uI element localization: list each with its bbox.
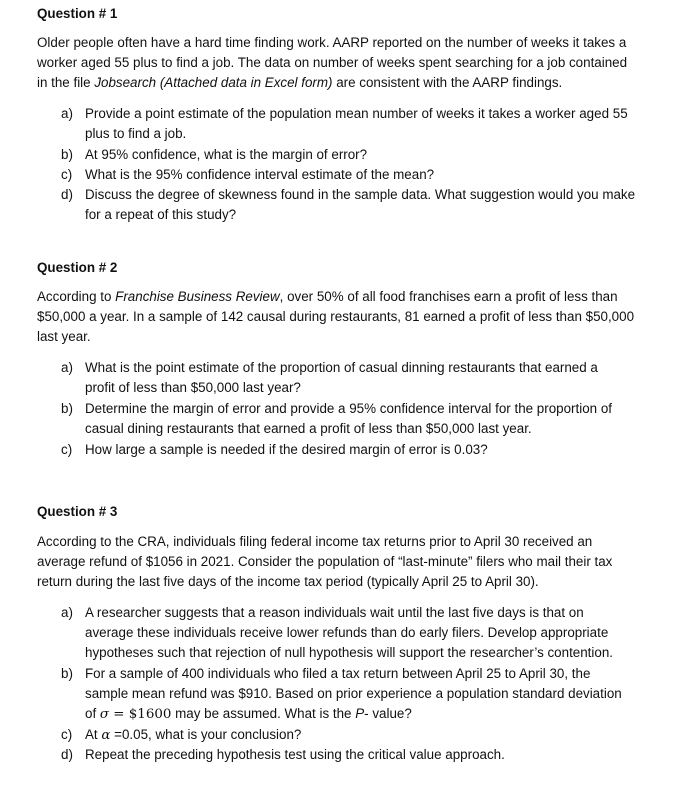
item-label: a) xyxy=(61,605,73,620)
sigma-value: = $1600 xyxy=(109,707,172,722)
q3-intro-line-2: average refund of $1056 in 2021. Consider the population of “last-minute” filers who mail their tax xyxy=(37,554,613,569)
question-1-title: Question # 1 xyxy=(37,6,118,21)
q3-intro-line-1: According to the CRA, individuals filing federal income tax returns prior to April 30 received an xyxy=(37,534,593,549)
sigma-symbol: σ xyxy=(99,707,110,722)
question-3-intro xyxy=(37,532,669,592)
item-label: a) xyxy=(61,106,73,121)
item-label: d) xyxy=(61,187,73,202)
q1-intro-line-3: in the file Jobsearch (Attached data in Excel form) are consistent with the AARP findings. xyxy=(37,75,563,90)
question-2-intro xyxy=(37,287,669,347)
document-page: Question # 1 Older people often have a hard time finding work. AARP reported on the number of weeks it takes a worker aged 55 plus to find a job. The data on number of weeks spent searching for a job contained in the file Jobsearch (Attached data in Excel form) are consistent with the AARP findings. a) Provide a point estimate of the population mean number of weeks it takes a worker aged 55 plus to find a job. b) At 95% confidence, what is the margin of error? c) What is the 95% confidence interval estimate of the mean? d) Discuss the degree of skewness found in the sample data. What suggestion would you make for a repeat of this study? Question # 2 According to Franchise Business Review, over 50% of all food franchises earn a profit of less than $50,000 a year. In a sample of 142 causal during restaurants, 81 earned a profit of less than $50,000 last year. a) What is the point estimate of the proportion of casual dinning restaurants that earned a profit of less than $50,000 last year? b) Determine the margin of error and provide a 95% confidence interval for the proportion of casual dining restaurants that earned a profit of less than $50,000 last year. c) How large a sample is needed if the desired margin of error is 0.03? Question # 3 According to the CRA, individuals filing federal income tax returns prior to April 30 received an average refund of $1056 in 2021. Consider the population of “last-minute” filers who mail their tax return during the last five days of the income tax period (typically April 25 to April 30). a) A researcher suggests that a reason individuals wait until the last five days is that on average these individuals receive lower refunds than do early filers. Develop appropriate hypotheses such that rejection of null hypothesis will support the researcher’s contention. b) For a sample of 400 individuals who filed a tax return between April 25 to April 30, the sample mean refund was $910. Based on prior experience a population standard deviation of σ = $1600 may be assumed. What is the P- value? c) At α =0.05, what is your conclusion? d) Repeat the preceding hypothesis test using the critical value approach. xyxy=(0,0,689,800)
item-label: a) xyxy=(61,360,73,375)
alpha-symbol: α xyxy=(101,728,111,743)
question-1-intro xyxy=(37,33,669,93)
q2-intro-line-3: last year. xyxy=(37,329,91,344)
q2-intro-line-1: According to Franchise Business Review, over 50% of all food franchises earn a profit of less than xyxy=(37,289,618,304)
item-label: d) xyxy=(61,747,73,762)
q1-intro-line-1: Older people often have a hard time finding work. AARP reported on the number of weeks it takes a xyxy=(37,35,627,50)
franchise-business-review: Franchise Business Review xyxy=(115,289,280,304)
item-label: b) xyxy=(61,666,73,681)
q3-intro-line-3: return during the last five days of the income tax period (typically April 25 to April 30). xyxy=(37,574,539,589)
item-label: b) xyxy=(61,401,73,416)
question-2-title: Question # 2 xyxy=(37,260,118,275)
item-label: c) xyxy=(61,727,73,742)
item-label: b) xyxy=(61,147,73,162)
q1-intro-line-2: worker aged 55 plus to find a job. The data on number of weeks spent searching for a job contained xyxy=(37,55,628,70)
q2-intro-line-2: $50,000 a year. In a sample of 142 causal during restaurants, 81 earned a profit of less than $50,000 xyxy=(37,309,635,324)
question-3-title: Question # 3 xyxy=(37,504,118,519)
item-label: c) xyxy=(61,167,73,182)
jobsearch-file-name: Jobsearch (Attached data in Excel form) xyxy=(94,75,333,90)
item-label: c) xyxy=(61,442,73,457)
